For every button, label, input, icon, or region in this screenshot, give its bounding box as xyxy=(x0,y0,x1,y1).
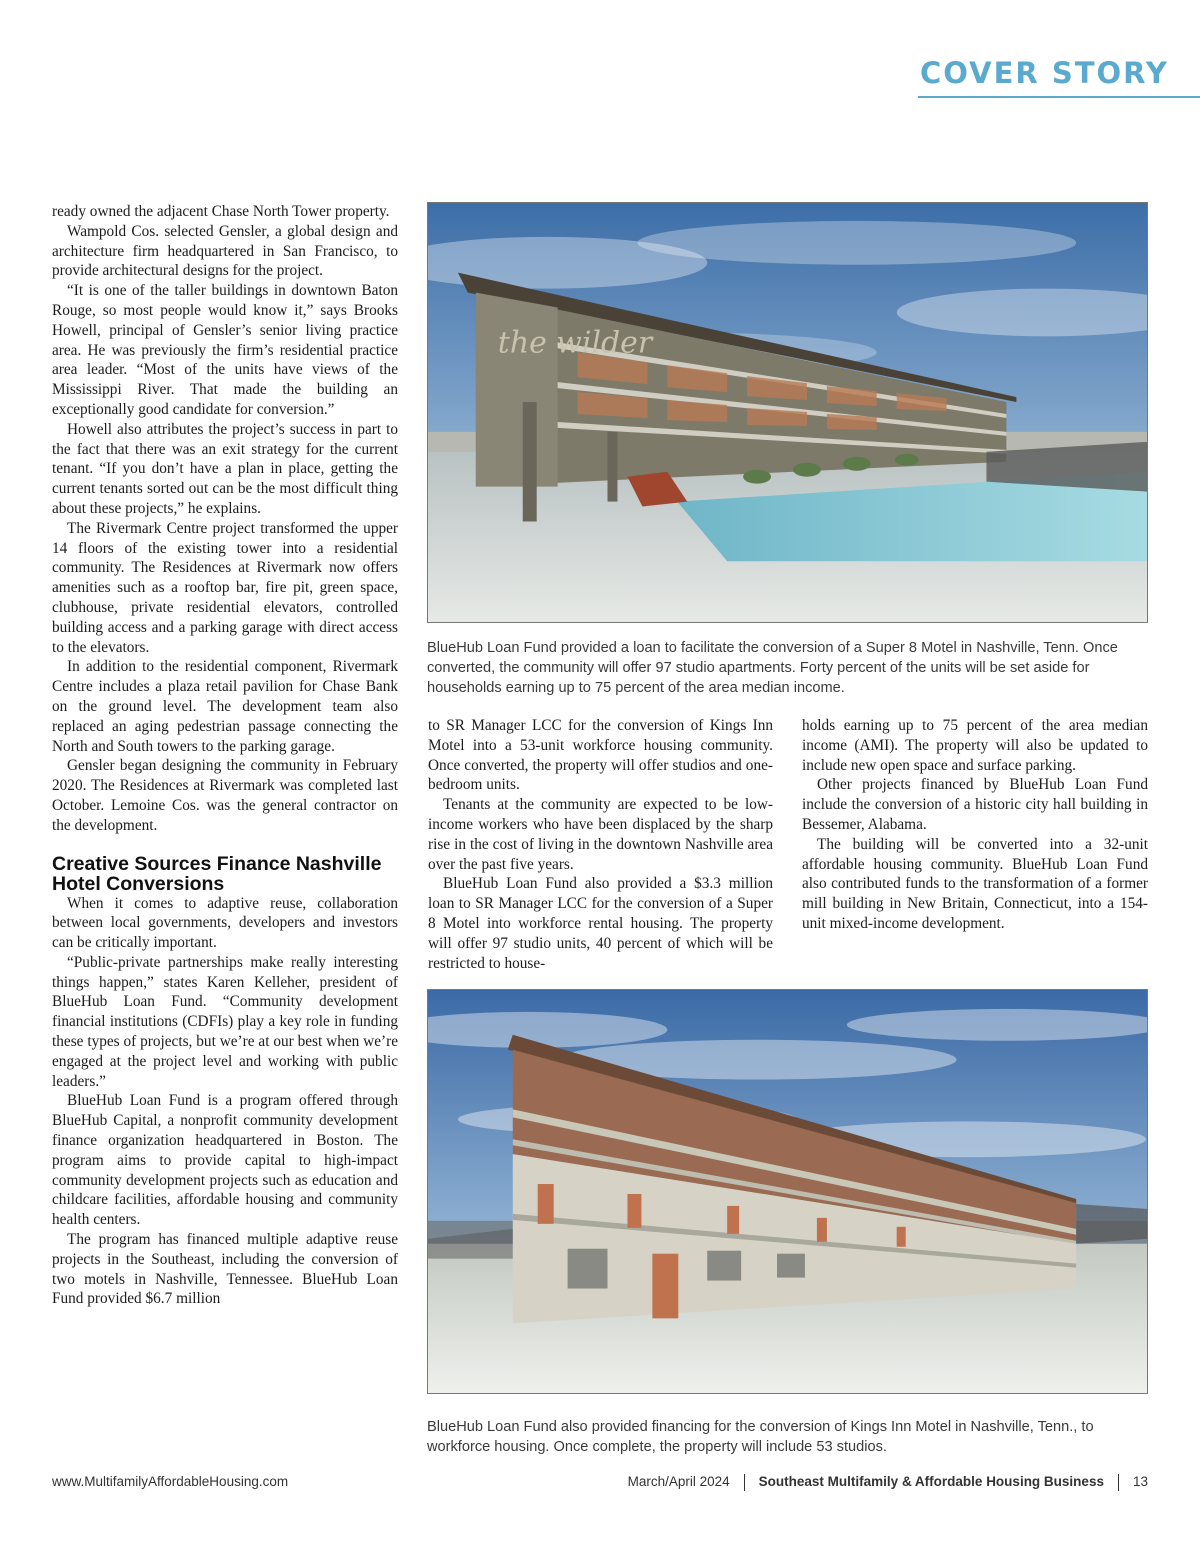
photo-caption: BlueHub Loan Fund provided a loan to facilitate the conversion of a Super 8 Motel in Nashville, Tenn. Once converted, the community will offer 97 studio apartments. Forty percent of the units will be set aside for households earning up to 75 percent of the area median income. xyxy=(427,640,1118,696)
left-column xyxy=(52,202,398,1309)
body-paragraph: BlueHub Loan Fund also provided a $3.3 million loan to SR Manager LCC for the conversion of a Super 8 Motel into workforce rental housing. The property will offer 97 studio units, 40 percent of which will be restricted to house- xyxy=(428,875,773,972)
wilder-rendering-photo xyxy=(427,202,1148,623)
kings-inn-rendering-photo xyxy=(427,989,1148,1394)
section-subhead: Creative Sources Finance Nashville Hotel Conversions xyxy=(52,852,382,895)
footer-separator xyxy=(744,1474,745,1491)
body-paragraph: The building will be converted into a 32-unit affordable housing community. BlueHub Loan Fund also contributed funds to the transformation of a former mill building in New Britain, Connecticut, into a 154-unit mixed-income development. xyxy=(802,835,1148,932)
body-paragraph: When it comes to adaptive reuse, collaboration between local governments, developers and investors can be critically important. xyxy=(52,894,398,952)
wilder-rendering-illustration xyxy=(428,203,1147,622)
body-paragraph: Wampold Cos. selected Gensler, a global design and architecture firm headquartered in San Francisco, to provide architectural designs for the project. xyxy=(52,222,398,280)
footer-separator xyxy=(1118,1474,1119,1491)
body-paragraph: The program has financed multiple adaptive reuse projects in the Southeast, including the conversion of two motels in Nashville, Tennessee. BlueHub Loan Fund provided $6.7 million xyxy=(52,1231,398,1308)
body-paragraph: The Rivermark Centre project transformed the upper 14 floors of the existing tower into a residential community. The Residences at Rivermark now offers amenities such as a rooftop bar, fire pit, green space, clubhouse, private residential elevators, controlled building access and a parking garage with direct access to the elevators. xyxy=(52,519,398,656)
body-paragraph: ready owned the adjacent Chase North Tower property. xyxy=(52,203,390,220)
body-paragraph: Gensler began designing the community in February 2020. The Residences at Rivermark was completed last October. Lemoine Cos. was the general contractor on the development. xyxy=(52,757,398,834)
body-paragraph: “Public-private partnerships make really interesting things happen,” states Karen Kelleher, president of BlueHub Loan Fund. “Community development financial institutions (CDFIs) play a key role in funding these types of projects, but we’re at our best when we’re engaged at the project level and working with public leaders.” xyxy=(52,953,398,1090)
section-label: COVER STORY xyxy=(920,56,1169,90)
photo-caption: BlueHub Loan Fund also provided financing for the conversion of Kings Inn Motel in Nashville, Tenn., to workforce housing. Once complete, the property will include 53 studios. xyxy=(427,1419,1094,1455)
middle-column xyxy=(428,716,773,973)
body-paragraph: In addition to the residential component, Rivermark Centre includes a plaza retail pavilion for Chase Bank on the ground level. The development team also replaced an aging pedestrian passage connecting the North and South towers to the parking garage. xyxy=(52,658,398,755)
page-number: 13 xyxy=(1132,1474,1148,1489)
body-paragraph: to SR Manager LCC for the conversion of Kings Inn Motel into a 53-unit workforce housing community. Once converted, the property will offer studios and one-bedroom units. xyxy=(428,717,773,794)
footer-issue: March/April 2024 xyxy=(627,1474,730,1489)
kings-inn-rendering-illustration xyxy=(428,990,1147,1393)
section-rule xyxy=(918,96,1200,98)
body-paragraph: holds earning up to 75 percent of the area median income (AMI). The property will also be updated to include new open space and surface parking. xyxy=(802,717,1148,774)
footer-publication: Southeast Multifamily & Affordable Housing Business xyxy=(758,1474,1104,1489)
footer-publication-info xyxy=(628,1473,1148,1491)
wilder-sign-text: the wilder xyxy=(497,325,653,361)
body-paragraph: Other projects financed by BlueHub Loan Fund include the conversion of a historic city hall building in Bessemer, Alabama. xyxy=(802,776,1148,833)
footer-url: www.MultifamilyAffordableHousing.com xyxy=(52,1474,289,1489)
body-paragraph: Howell also attributes the project’s success in part to the fact that there was an exit strategy for the current tenant. “If you don’t have a plan in place, getting the current tenants sorted out can be the most difficult thing about these projects,” he explains. xyxy=(52,420,398,517)
body-paragraph: “It is one of the taller buildings in downtown Baton Rouge, so most people would know it,” says Brooks Howell, principal of Gensler’s senior living practice area. He was previously the firm’s residential practice area leader. “Most of the units have views of the Mississippi River. That made the building an exceptionally good candidate for conversion.” xyxy=(52,282,398,418)
body-paragraph: Tenants at the community are expected to be low-income workers who have been displaced by the sharp rise in the cost of living in the downtown Nashville area over the past five years. xyxy=(428,796,773,873)
body-paragraph: BlueHub Loan Fund is a program offered through BlueHub Capital, a nonprofit community development finance organization headquartered in Boston. The program aims to provide capital to high-impact community development projects such as education and childcare facilities, affordable housing and community health centers. xyxy=(52,1092,398,1229)
right-column xyxy=(802,716,1148,934)
